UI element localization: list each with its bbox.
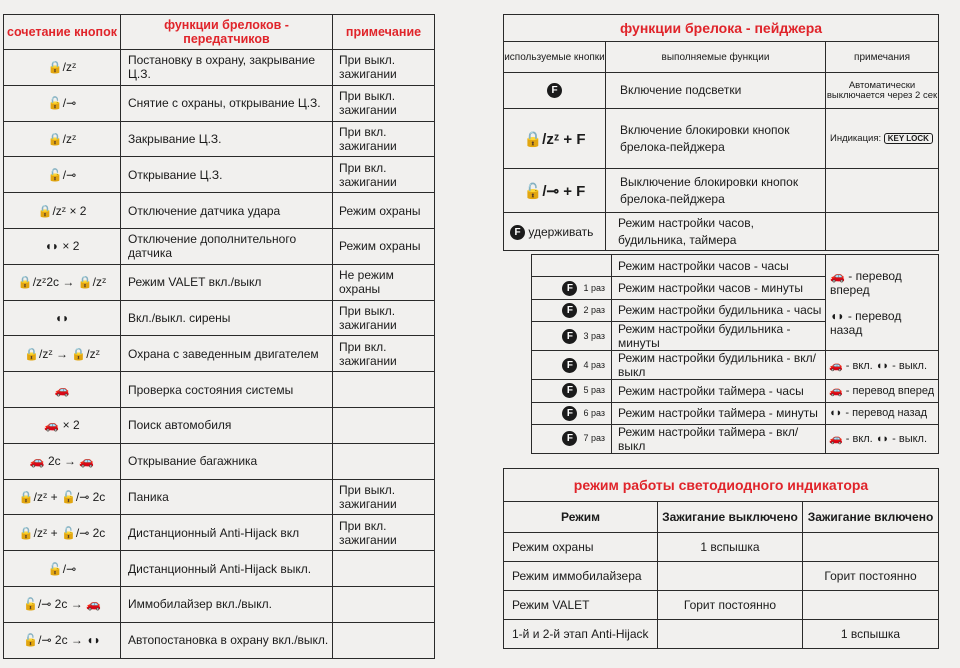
pager-row-hold [504, 213, 939, 251]
table-row [4, 515, 435, 551]
press-count-label: 2 раз [583, 304, 605, 315]
pager-function-cell: Включение подсветки [606, 73, 826, 109]
table-row [4, 407, 435, 443]
pager-header-notes: примечания [826, 42, 939, 73]
sub-function-cell: Режим настройки таймера - часы [612, 380, 826, 402]
function-cell: Отключение дополнительного датчика [121, 228, 333, 264]
f-button-icon: F [562, 383, 577, 398]
hold-label: удерживать [528, 225, 594, 239]
note-cell: При вкл. зажигании [333, 157, 435, 193]
combo-icon-cell: 🔒/zᶻ + 🔓/⊸ 2c [4, 479, 121, 515]
pager-functions-table [503, 14, 939, 251]
function-cell: Режим VALET вкл./выкл [121, 264, 333, 300]
press-count-cell [532, 424, 612, 453]
led-mode-cell: Режим иммобилайзера [504, 562, 658, 591]
function-cell: Иммобилайзер вкл./выкл. [121, 586, 333, 622]
note-cell [333, 407, 435, 443]
note-cell [333, 586, 435, 622]
pager-title-row [504, 15, 939, 42]
pager-sub-row [532, 402, 939, 424]
note-cell: Режим охраны [333, 228, 435, 264]
header-function: функции брелоков - передатчиков [121, 15, 333, 50]
combo-icon-cell: ◖◗ [4, 300, 121, 336]
combo-icon-cell: 🔒/zᶻ [4, 121, 121, 157]
pager-header-functions: выполняемые функции [606, 42, 826, 73]
note-cell: При вкл. зажигании [333, 515, 435, 551]
note-forward: 🚗 - перевод вперед [830, 268, 902, 297]
table-row [4, 157, 435, 193]
combo-icon-cell: 🔒/zᶻ2c → 🔒/zᶻ [4, 264, 121, 300]
led-indicator-table [503, 468, 939, 649]
combo-icon-cell: ◖◗ × 2 [4, 228, 121, 264]
function-cell: Дистанционный Anti-Hijack выкл. [121, 551, 333, 587]
note-cell: При выкл. зажигании [333, 50, 435, 86]
led-on-cell: Горит постоянно [803, 562, 939, 591]
table-row [4, 372, 435, 408]
pager-sub-rows [531, 254, 939, 454]
indication-label: Индикация: [830, 133, 882, 144]
led-title: режим работы светодиодного индикатора [504, 469, 939, 502]
pager-buttons-cell [504, 109, 606, 169]
sub-function-cell: Режим настройки таймера - вкл/выкл [612, 424, 826, 453]
transmitter-functions-table [3, 14, 435, 659]
function-cell: Охрана с заведенным двигателем [121, 336, 333, 372]
press-count-cell [532, 255, 612, 277]
table-row [4, 586, 435, 622]
led-off-cell [658, 562, 803, 591]
table-header-row [4, 15, 435, 50]
pager-note-cell [826, 169, 939, 213]
table-row [4, 336, 435, 372]
function-cell: Вкл./выкл. сирены [121, 300, 333, 336]
combo-icon-cell: 🔓/⊸ 2c → ◖◗ [4, 622, 121, 658]
led-header-on: Зажигание включено [803, 502, 939, 533]
table-row [4, 443, 435, 479]
led-off-cell: 1 вспышка [658, 533, 803, 562]
led-header-off: Зажигание выключено [658, 502, 803, 533]
sub-function-cell: Режим настройки часов - минуты [612, 277, 826, 299]
f-button-icon: F [547, 83, 562, 98]
function-cell: Отключение датчика удара [121, 193, 333, 229]
table-row [4, 121, 435, 157]
press-count-label: 7 раз [583, 433, 605, 444]
note-cell: При вкл. зажигании [333, 336, 435, 372]
f-button-icon: F [562, 303, 577, 318]
lock-zz-icon: 🔒/zᶻ + F [523, 130, 586, 148]
f-button-icon: F [510, 225, 525, 240]
function-cell: Автопостановка в охрану вкл./выкл. [121, 622, 333, 658]
pager-function-cell: Выключение блокировки кнопок брелока-пейджера [606, 169, 826, 213]
function-cell: Закрывание Ц.З. [121, 121, 333, 157]
led-mode-cell: 1-й и 2-й этап Anti-Hijack [504, 620, 658, 649]
led-off-cell: Горит постоянно [658, 591, 803, 620]
led-row [504, 620, 939, 649]
press-count-cell [532, 402, 612, 424]
table-row [4, 193, 435, 229]
pager-header-row [504, 42, 939, 73]
note-cell: При выкл. зажигании [333, 85, 435, 121]
press-count-label: 1 раз [583, 282, 605, 293]
press-count-cell [532, 277, 612, 299]
f-button-icon: F [562, 329, 577, 344]
combo-icon-cell: 🔓/⊸ [4, 551, 121, 587]
function-cell: Дистанционный Anti-Hijack вкл [121, 515, 333, 551]
sub-function-cell: Режим настройки часов - часы [612, 255, 826, 277]
function-cell: Постановку в охрану, закрывание Ц.З. [121, 50, 333, 86]
function-cell: Открывание багажника [121, 443, 333, 479]
sub-function-cell: Режим настройки будильника - минуты [612, 322, 826, 351]
combo-icon-cell: 🔓/⊸ [4, 85, 121, 121]
press-count-cell [532, 380, 612, 402]
combo-icon-cell: 🔒/zᶻ + 🔓/⊸ 2c [4, 515, 121, 551]
pager-note-cell: Автоматически выключается через 2 сек [826, 73, 939, 109]
led-row [504, 533, 939, 562]
pager-sub-row [532, 255, 939, 277]
combo-icon-cell: 🔓/⊸ [4, 157, 121, 193]
led-rows [504, 533, 939, 649]
f-button-icon: F [562, 281, 577, 296]
sub-note-cell: ◖◗ - перевод назад [826, 402, 939, 424]
table-row [4, 228, 435, 264]
pager-sub-row [532, 351, 939, 380]
led-header-mode: Режим [504, 502, 658, 533]
hold-function-cell: Режим настройки часов, будильника, таймера [606, 213, 826, 251]
press-count-cell [532, 351, 612, 380]
pager-function-cell: Включение блокировки кнопок брелока-пейджера [606, 109, 826, 169]
note-cell: Режим охраны [333, 193, 435, 229]
table-row [4, 622, 435, 658]
pager-buttons-cell [504, 169, 606, 213]
press-count-label: 5 раз [583, 385, 605, 396]
sub-note-merged [826, 255, 939, 351]
press-count-cell [532, 299, 612, 321]
pager-note-cell [826, 109, 939, 169]
pager-sub-row [532, 380, 939, 402]
pager-header-buttons: используемые кнопки [504, 42, 606, 73]
led-mode-cell: Режим VALET [504, 591, 658, 620]
sub-note-cell: 🚗 - вкл. ◖◗ - выкл. [826, 424, 939, 453]
press-count-label: 3 раз [583, 330, 605, 341]
sub-function-cell: Режим настройки будильника - вкл/выкл [612, 351, 826, 380]
note-cell: При вкл. зажигании [333, 121, 435, 157]
led-row [504, 562, 939, 591]
f-button-icon: F [562, 431, 577, 446]
press-count-cell [532, 322, 612, 351]
led-mode-cell: Режим охраны [504, 533, 658, 562]
hold-cell [504, 213, 606, 251]
press-count-label: 4 раз [583, 359, 605, 370]
f-button-icon: F [562, 406, 577, 421]
led-row [504, 591, 939, 620]
note-cell: При выкл. зажигании [333, 479, 435, 515]
pager-buttons-cell [504, 73, 606, 109]
pager-row-unlock [504, 169, 939, 213]
note-cell [333, 622, 435, 658]
sub-function-cell: Режим настройки будильника - часы [612, 299, 826, 321]
led-off-cell [658, 620, 803, 649]
note-cell [333, 372, 435, 408]
note-cell: Не режим охраны [333, 264, 435, 300]
function-cell: Снятие с охраны, открывание Ц.З. [121, 85, 333, 121]
led-header-row [504, 502, 939, 533]
combo-icon-cell: 🚗 [4, 372, 121, 408]
note-cell: При выкл. зажигании [333, 300, 435, 336]
combo-icon-cell: 🔓/⊸ 2c → 🚗 [4, 586, 121, 622]
pager-title: функции брелока - пейджера [504, 15, 939, 42]
combo-icon-cell: 🔒/zᶻ [4, 50, 121, 86]
function-cell: Поиск автомобиля [121, 407, 333, 443]
table-row [4, 264, 435, 300]
pager-row-backlight [504, 73, 939, 109]
table-row [4, 479, 435, 515]
led-title-row [504, 469, 939, 502]
table-row [4, 85, 435, 121]
press-count-label: 6 раз [583, 407, 605, 418]
f-button-icon: F [562, 358, 577, 373]
note-back: ◖◗ - перевод назад [830, 308, 902, 337]
header-combo: сочетание кнопок [4, 15, 121, 50]
note-cell [333, 551, 435, 587]
combo-icon-cell: 🚗 2c → 🚗 [4, 443, 121, 479]
led-on-cell [803, 591, 939, 620]
function-cell: Проверка состояния системы [121, 372, 333, 408]
transmitter-rows [4, 50, 435, 659]
sub-note-cell: 🚗 - перевод вперед [826, 380, 939, 402]
note-cell [333, 443, 435, 479]
table-row [4, 300, 435, 336]
table-row [4, 50, 435, 86]
unlock-key-icon: 🔓/⊸ + F [523, 182, 586, 200]
combo-icon-cell: 🔒/zᶻ × 2 [4, 193, 121, 229]
combo-icon-cell: 🚗 × 2 [4, 407, 121, 443]
combo-icon-cell: 🔒/zᶻ → 🔒/zᶻ [4, 336, 121, 372]
pager-row-lock [504, 109, 939, 169]
sub-note-cell: 🚗 - вкл. ◖◗ - выкл. [826, 351, 939, 380]
hold-note-cell [826, 213, 939, 251]
table-row [4, 551, 435, 587]
led-on-cell: 1 вспышка [803, 620, 939, 649]
sub-function-cell: Режим настройки таймера - минуты [612, 402, 826, 424]
pager-sub-row [532, 424, 939, 453]
header-note: примечание [333, 15, 435, 50]
led-on-cell [803, 533, 939, 562]
key-lock-badge: KEY LOCK [884, 133, 933, 144]
function-cell: Паника [121, 479, 333, 515]
function-cell: Открывание Ц.З. [121, 157, 333, 193]
